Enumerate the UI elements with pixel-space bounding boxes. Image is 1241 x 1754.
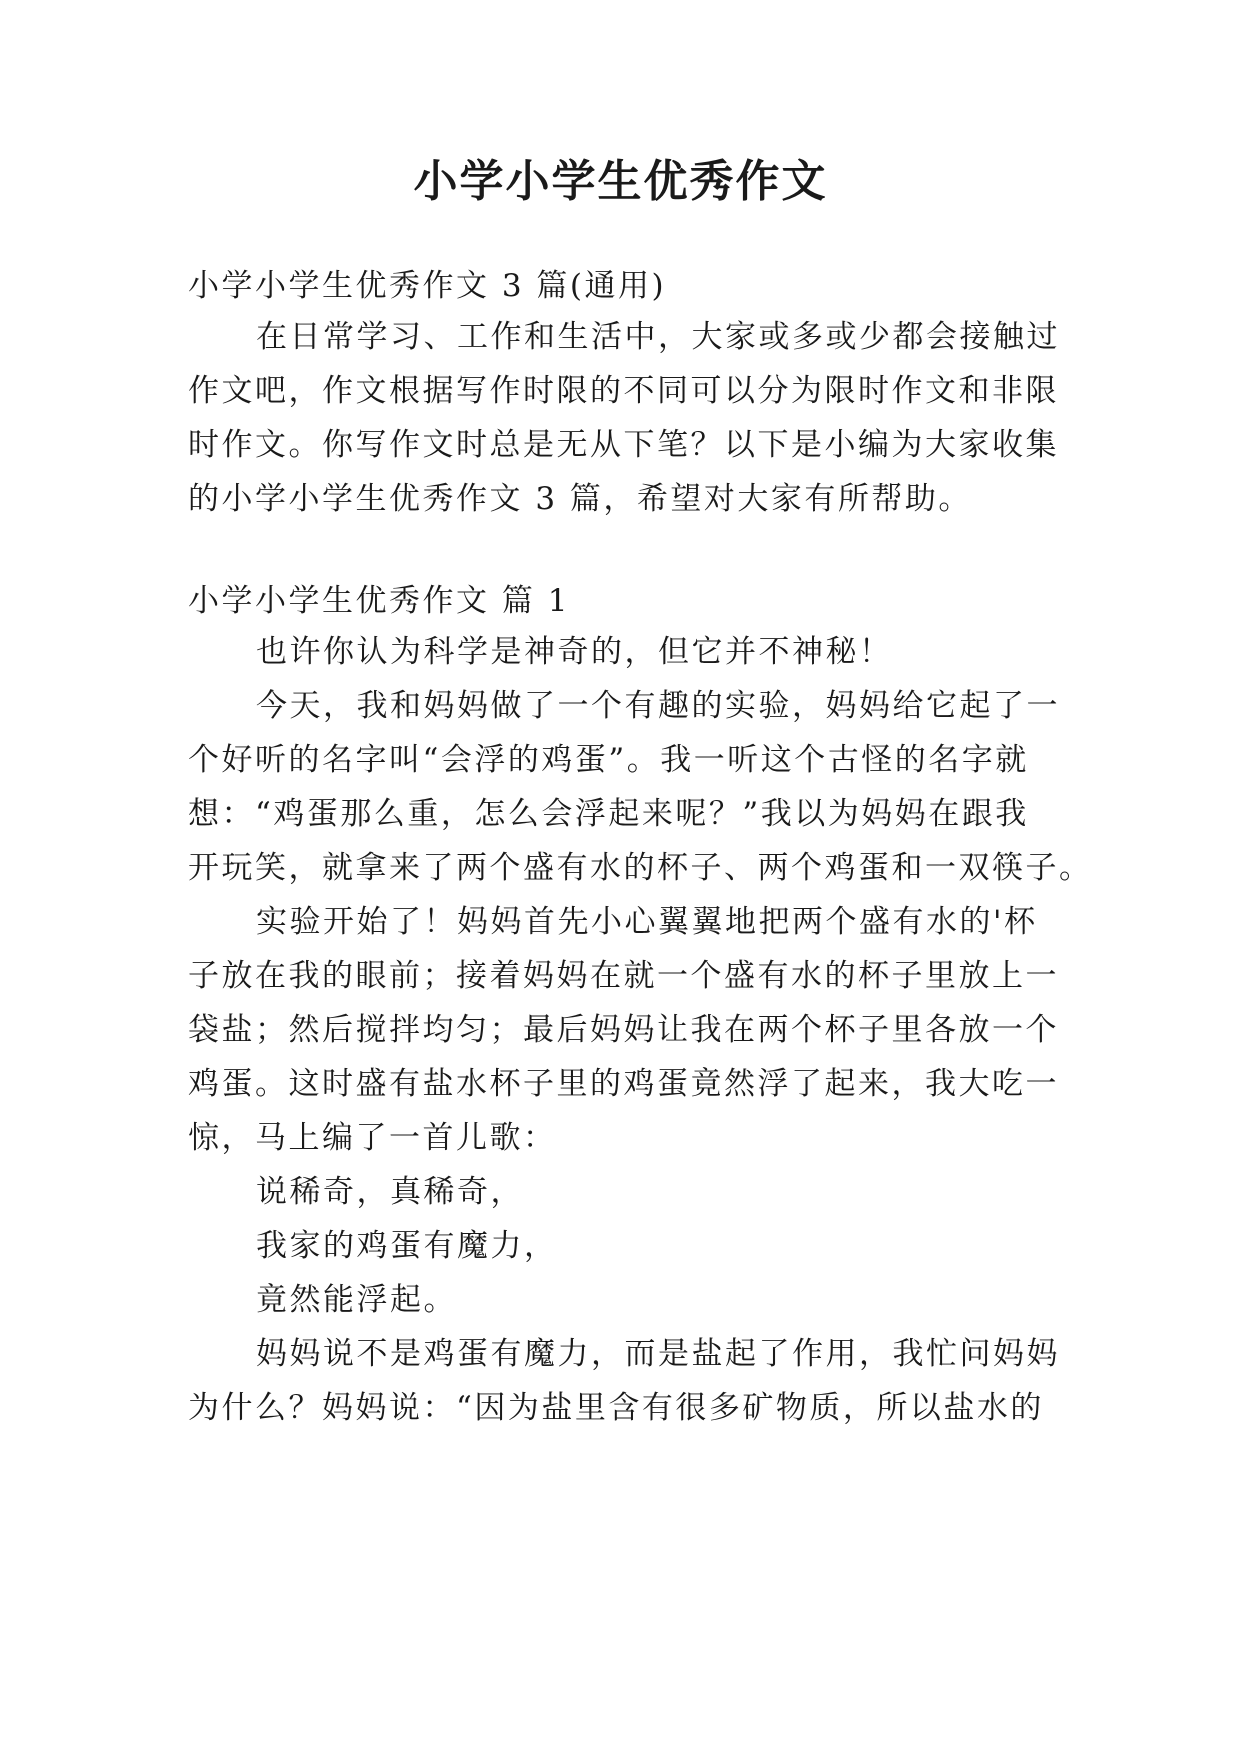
body-paragraph-line: 今天，我和妈妈做了一个有趣的实验，妈妈给它起了一: [256, 688, 1060, 724]
section-heading: 小学小学生优秀作文 篇 1: [188, 583, 570, 619]
poem-line: 竟然能浮起。: [256, 1282, 457, 1318]
intro-paragraph-line: 的小学小学生优秀作文 3 篇，希望对大家有所帮助。: [188, 481, 972, 517]
document-subtitle: 小学小学生优秀作文 3 篇(通用): [188, 268, 667, 304]
document-title: 小学小学生优秀作文: [413, 156, 828, 207]
intro-paragraph-line: 时作文。你写作文时总是无从下笔？以下是小编为大家收集: [188, 427, 1059, 463]
intro-paragraph-line: 作文吧，作文根据写作时限的不同可以分为限时作文和非限: [188, 373, 1059, 409]
body-paragraph-line: 实验开始了！妈妈首先小心翼翼地把两个盛有水的'杯: [256, 904, 1038, 940]
body-paragraph-line: 开玩笑，就拿来了两个盛有水的杯子、两个鸡蛋和一双筷子。: [188, 850, 1093, 886]
body-paragraph-line: 个好听的名字叫“会浮的鸡蛋”。我一听这个古怪的名字就: [188, 742, 1029, 778]
body-paragraph-line: 袋盐；然后搅拌均匀；最后妈妈让我在两个杯子里各放一个: [188, 1012, 1059, 1048]
body-paragraph-line: 惊，马上编了一首儿歌：: [188, 1120, 557, 1156]
body-paragraph-line: 也许你认为科学是神奇的，但它并不神秘！: [256, 634, 893, 670]
body-paragraph-line: 为什么？妈妈说：“因为盐里含有很多矿物质，所以盐水的: [188, 1390, 1044, 1426]
body-paragraph-line: 想：“鸡蛋那么重，怎么会浮起来呢？”我以为妈妈在跟我: [188, 796, 1029, 832]
body-paragraph-line: 子放在我的眼前；接着妈妈在就一个盛有水的杯子里放上一: [188, 958, 1059, 994]
poem-line: 说稀奇，真稀奇，: [256, 1174, 524, 1210]
body-paragraph-line: 妈妈说不是鸡蛋有魔力，而是盐起了作用，我忙问妈妈: [256, 1336, 1060, 1372]
intro-paragraph-line: 在日常学习、工作和生活中，大家或多或少都会接触过: [256, 319, 1060, 355]
body-paragraph-line: 鸡蛋。这时盛有盐水杯子里的鸡蛋竟然浮了起来，我大吃一: [188, 1066, 1059, 1102]
poem-line: 我家的鸡蛋有魔力，: [256, 1228, 558, 1264]
